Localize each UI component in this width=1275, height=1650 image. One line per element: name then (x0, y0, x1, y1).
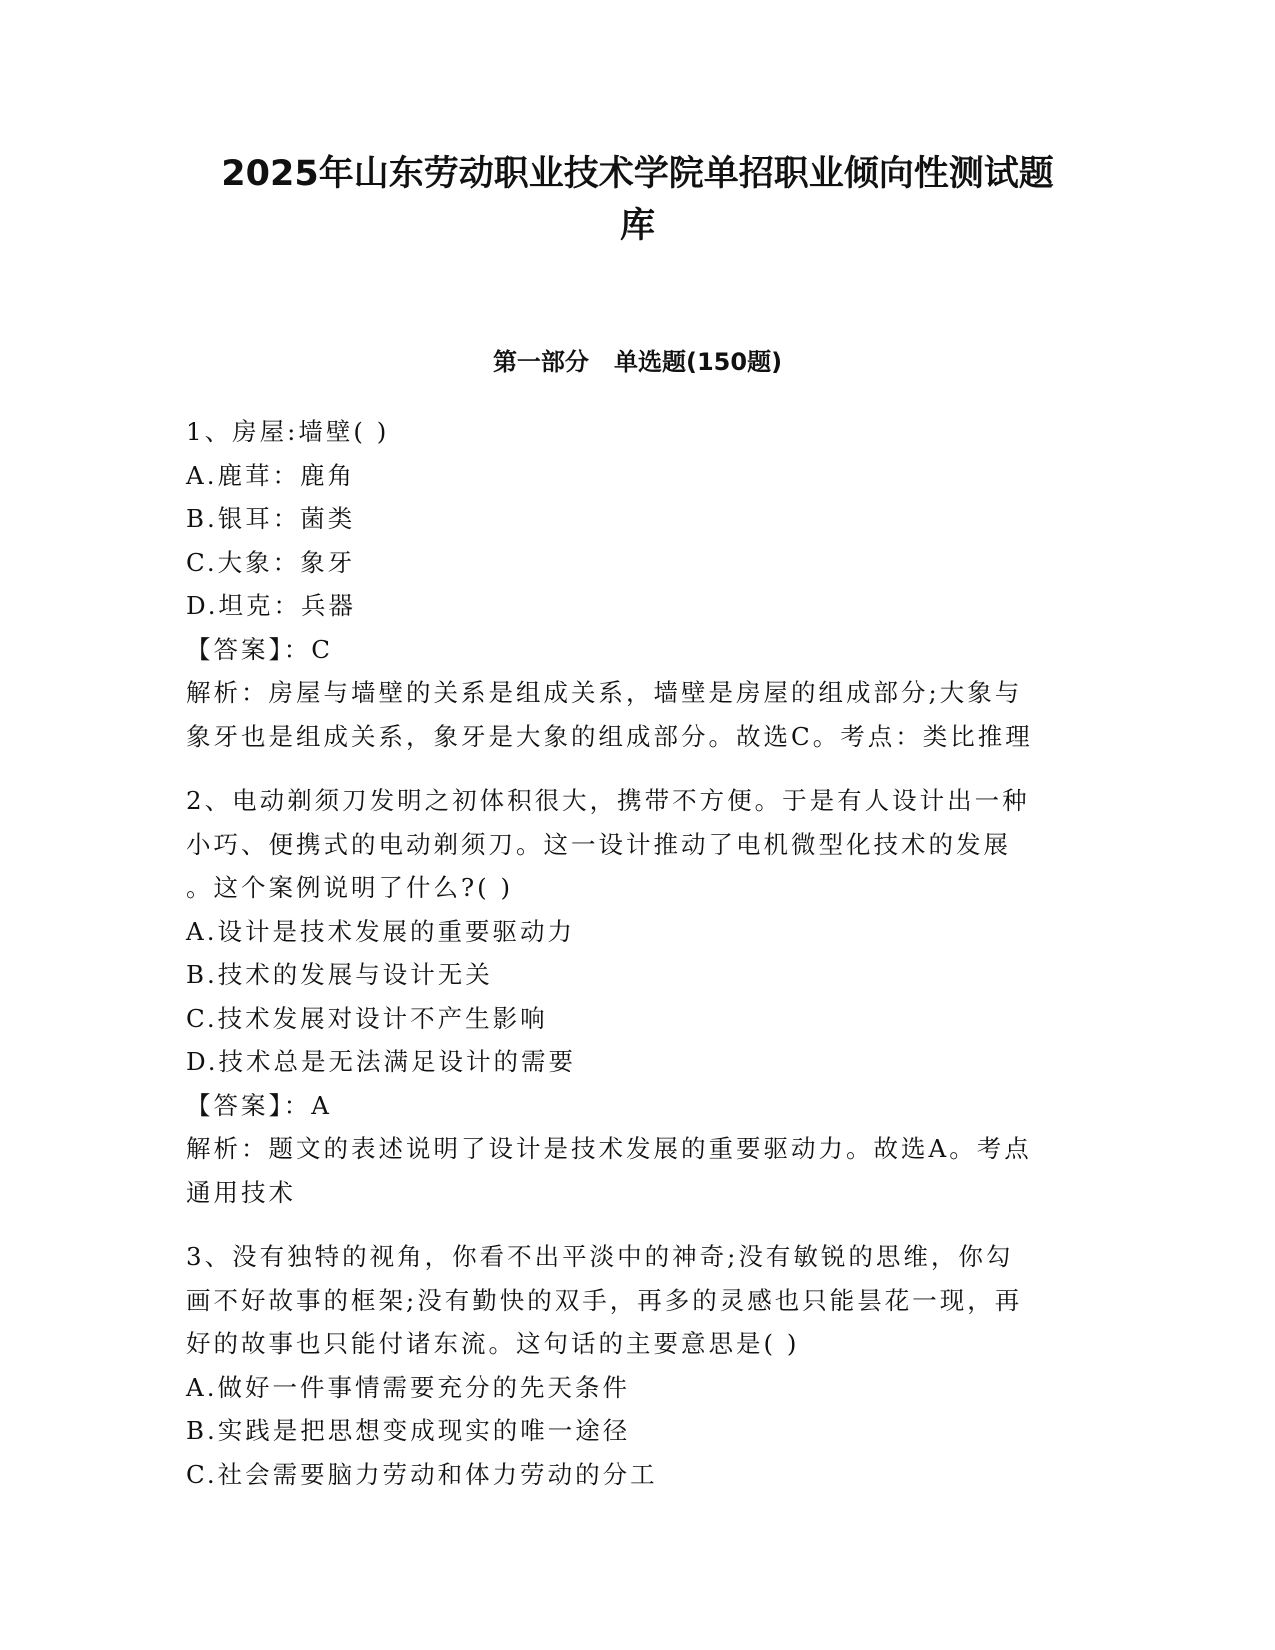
question-stem: 1、房屋:墙壁( ) (186, 417, 390, 446)
option-b: B.实践是把思想变成现实的唯一途径 (186, 1416, 631, 1445)
option-b: B.银耳：菌类 (186, 504, 356, 533)
option-d: D.技术总是无法满足设计的需要 (186, 1047, 577, 1076)
option-b: B.技术的发展与设计无关 (186, 960, 493, 989)
analysis-line: 象牙也是组成关系，象牙是大象的组成部分。故选C。考点：类比推理 (186, 721, 1033, 751)
option-a: A.做好一件事情需要充分的先天条件 (186, 1372, 630, 1402)
question-stem-line: 2、电动剃须刀发明之初体积很大，携带不方便。于是有人设计出一种 (186, 786, 1030, 815)
option-c: C.大象：象牙 (186, 547, 356, 577)
answer: 【答案】：C (186, 634, 333, 664)
question-stem-line: 好的故事也只能付诸东流。这句话的主要意思是( ) (186, 1329, 800, 1358)
question-3 (186, 1235, 1096, 1496)
section-heading: 第一部分 单选题(150题) (492, 348, 783, 376)
option-c: C.社会需要脑力劳动和体力劳动的分工 (186, 1459, 658, 1489)
question-stem-line: 3、没有独特的视角，你看不出平淡中的神奇;没有敏锐的思维，你勾 (186, 1242, 1014, 1271)
question-2 (186, 779, 1096, 1214)
question-stem-line: 小巧、便携式的电动剃须刀。这一设计推动了电机微型化技术的发展 (186, 829, 1011, 859)
document-title (150, 148, 1125, 252)
question-stem-line: 。这个案例说明了什么?( ) (186, 873, 514, 902)
answer: 【答案】：A (186, 1090, 332, 1120)
analysis-line: 解析：房屋与墙壁的关系是组成关系，墙壁是房屋的组成部分;大象与 (186, 678, 1023, 707)
analysis-line: 通用技术 (186, 1177, 296, 1207)
option-a: A.鹿茸：鹿角 (186, 460, 355, 490)
option-d: D.坦克：兵器 (186, 591, 357, 620)
analysis-line: 解析：题文的表述说明了设计是技术发展的重要驱动力。故选A。考点 (186, 1134, 1032, 1163)
document-title-line-2: 库 (619, 206, 655, 246)
question-1 (186, 410, 1096, 758)
question-stem-line: 画不好故事的框架;没有勤快的双手，再多的灵感也只能昙花一现，再 (186, 1285, 1023, 1315)
option-a: A.设计是技术发展的重要驱动力 (186, 916, 575, 946)
option-c: C.技术发展对设计不产生影响 (186, 1003, 548, 1033)
document-title-line-1: 2025年山东劳动职业技术学院单招职业倾向性测试题 (221, 154, 1054, 194)
question-list (186, 410, 1096, 1517)
